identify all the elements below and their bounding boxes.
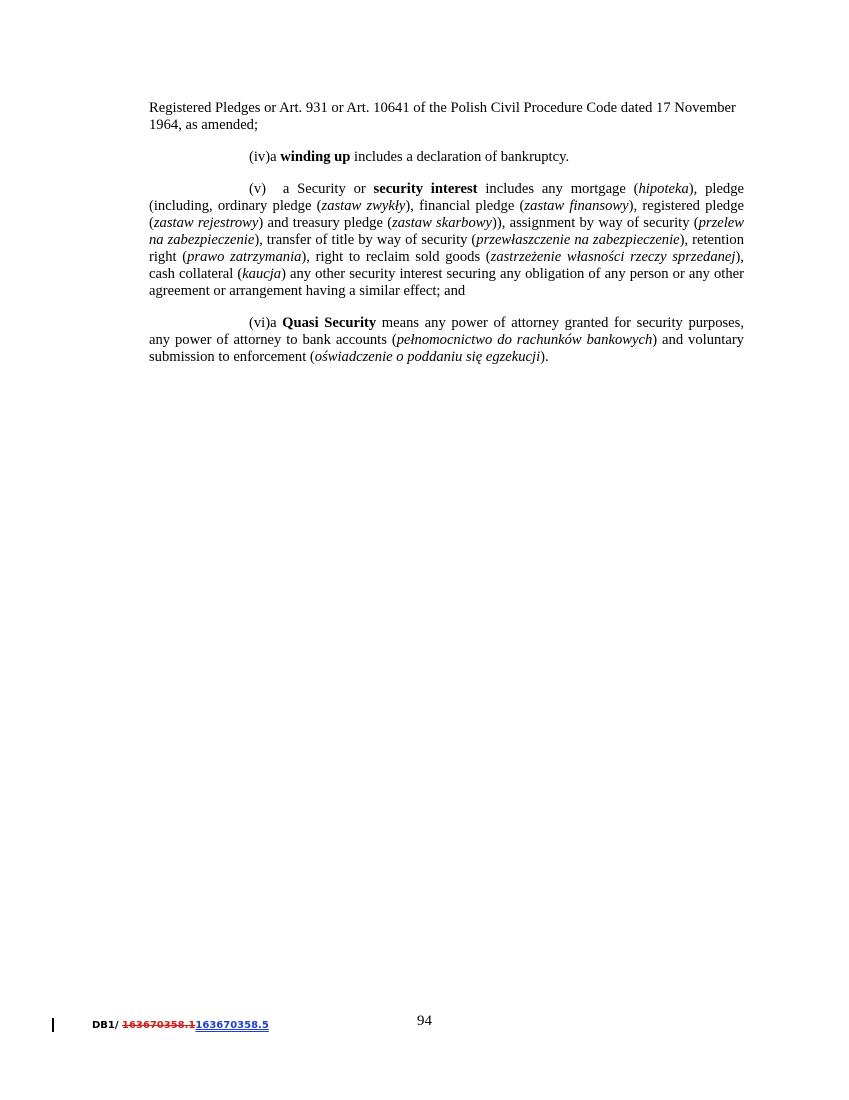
italic-term: prawo zatrzymania	[187, 249, 302, 265]
text: ) and treasury pledge (	[258, 215, 393, 231]
italic-term: pełnomocnictwo do rachunków bankowych	[396, 332, 653, 348]
italic-term: przelew na zabezpieczenie	[149, 215, 744, 248]
text: ), registered pledge (	[149, 198, 744, 231]
italic-term: oświadczenie o poddaniu się egzekucji	[314, 349, 541, 365]
text: ) any other security interest securing any obligation of any person or any other agreement or arrangement having a similar effect; and	[149, 266, 744, 299]
italic-term: zastaw zwykły	[321, 198, 406, 214]
italic-term: przewłaszczenie na zabezpieczenie	[476, 232, 680, 248]
paragraph-v	[149, 181, 744, 300]
text: a	[270, 315, 283, 331]
text: ), transfer of title by way of security (	[254, 232, 477, 248]
doc-id-inserted: 163670358.5	[195, 1020, 269, 1031]
marker-v: (v)	[249, 181, 267, 197]
text: ) and voluntary submission to enforcement (	[149, 332, 744, 365]
italic-term: zastaw skarbowy	[392, 215, 492, 231]
text: )), assignment by way of security (	[491, 215, 699, 231]
marker-vi: (vi)	[249, 315, 271, 331]
paragraph-vi	[149, 315, 744, 366]
text: ), cash collateral (	[149, 249, 744, 282]
document-id	[92, 1020, 269, 1031]
text: a Security or	[275, 181, 374, 197]
paragraph-iv	[149, 149, 744, 166]
text: includes any mortgage (	[477, 181, 639, 197]
doc-id-deleted: 163670358.1	[122, 1020, 196, 1031]
italic-term: kaucja	[242, 266, 282, 282]
text: ), financial pledge (	[405, 198, 525, 214]
text: means any power of attorney granted for security purposes, any power of attorney to bank accounts (	[149, 315, 744, 348]
change-bar	[52, 1018, 54, 1032]
text: includes a declaration of bankruptcy.	[350, 149, 570, 165]
defined-term-quasi-security: Quasi Security	[282, 315, 377, 331]
text: ), right to reclaim sold goods (	[301, 249, 491, 265]
page-number: 94	[417, 1013, 432, 1029]
defined-term-security-interest: security interest	[373, 181, 478, 197]
text: ).	[540, 349, 549, 365]
text: ), retention right (	[149, 232, 745, 265]
text: ), pledge (including, ordinary pledge (	[149, 181, 744, 214]
paragraph-continuation: Registered Pledges or Art. 931 or Art. 10641 of the Polish Civil Procedure Code dated 17 November 1964, as amended;	[149, 100, 736, 133]
italic-term: zastaw finansowy	[524, 198, 629, 214]
doc-id-prefix: DB1/	[92, 1020, 123, 1031]
document-body	[149, 100, 744, 381]
italic-term: hipoteka	[638, 181, 689, 197]
italic-term: zastrzeżenie własności rzeczy sprzedanej	[490, 249, 736, 265]
marker-iv: (iv)	[249, 149, 271, 165]
defined-term-winding-up: winding up	[280, 149, 351, 165]
italic-term: zastaw rejestrowy	[153, 215, 259, 231]
text: a	[270, 149, 281, 165]
